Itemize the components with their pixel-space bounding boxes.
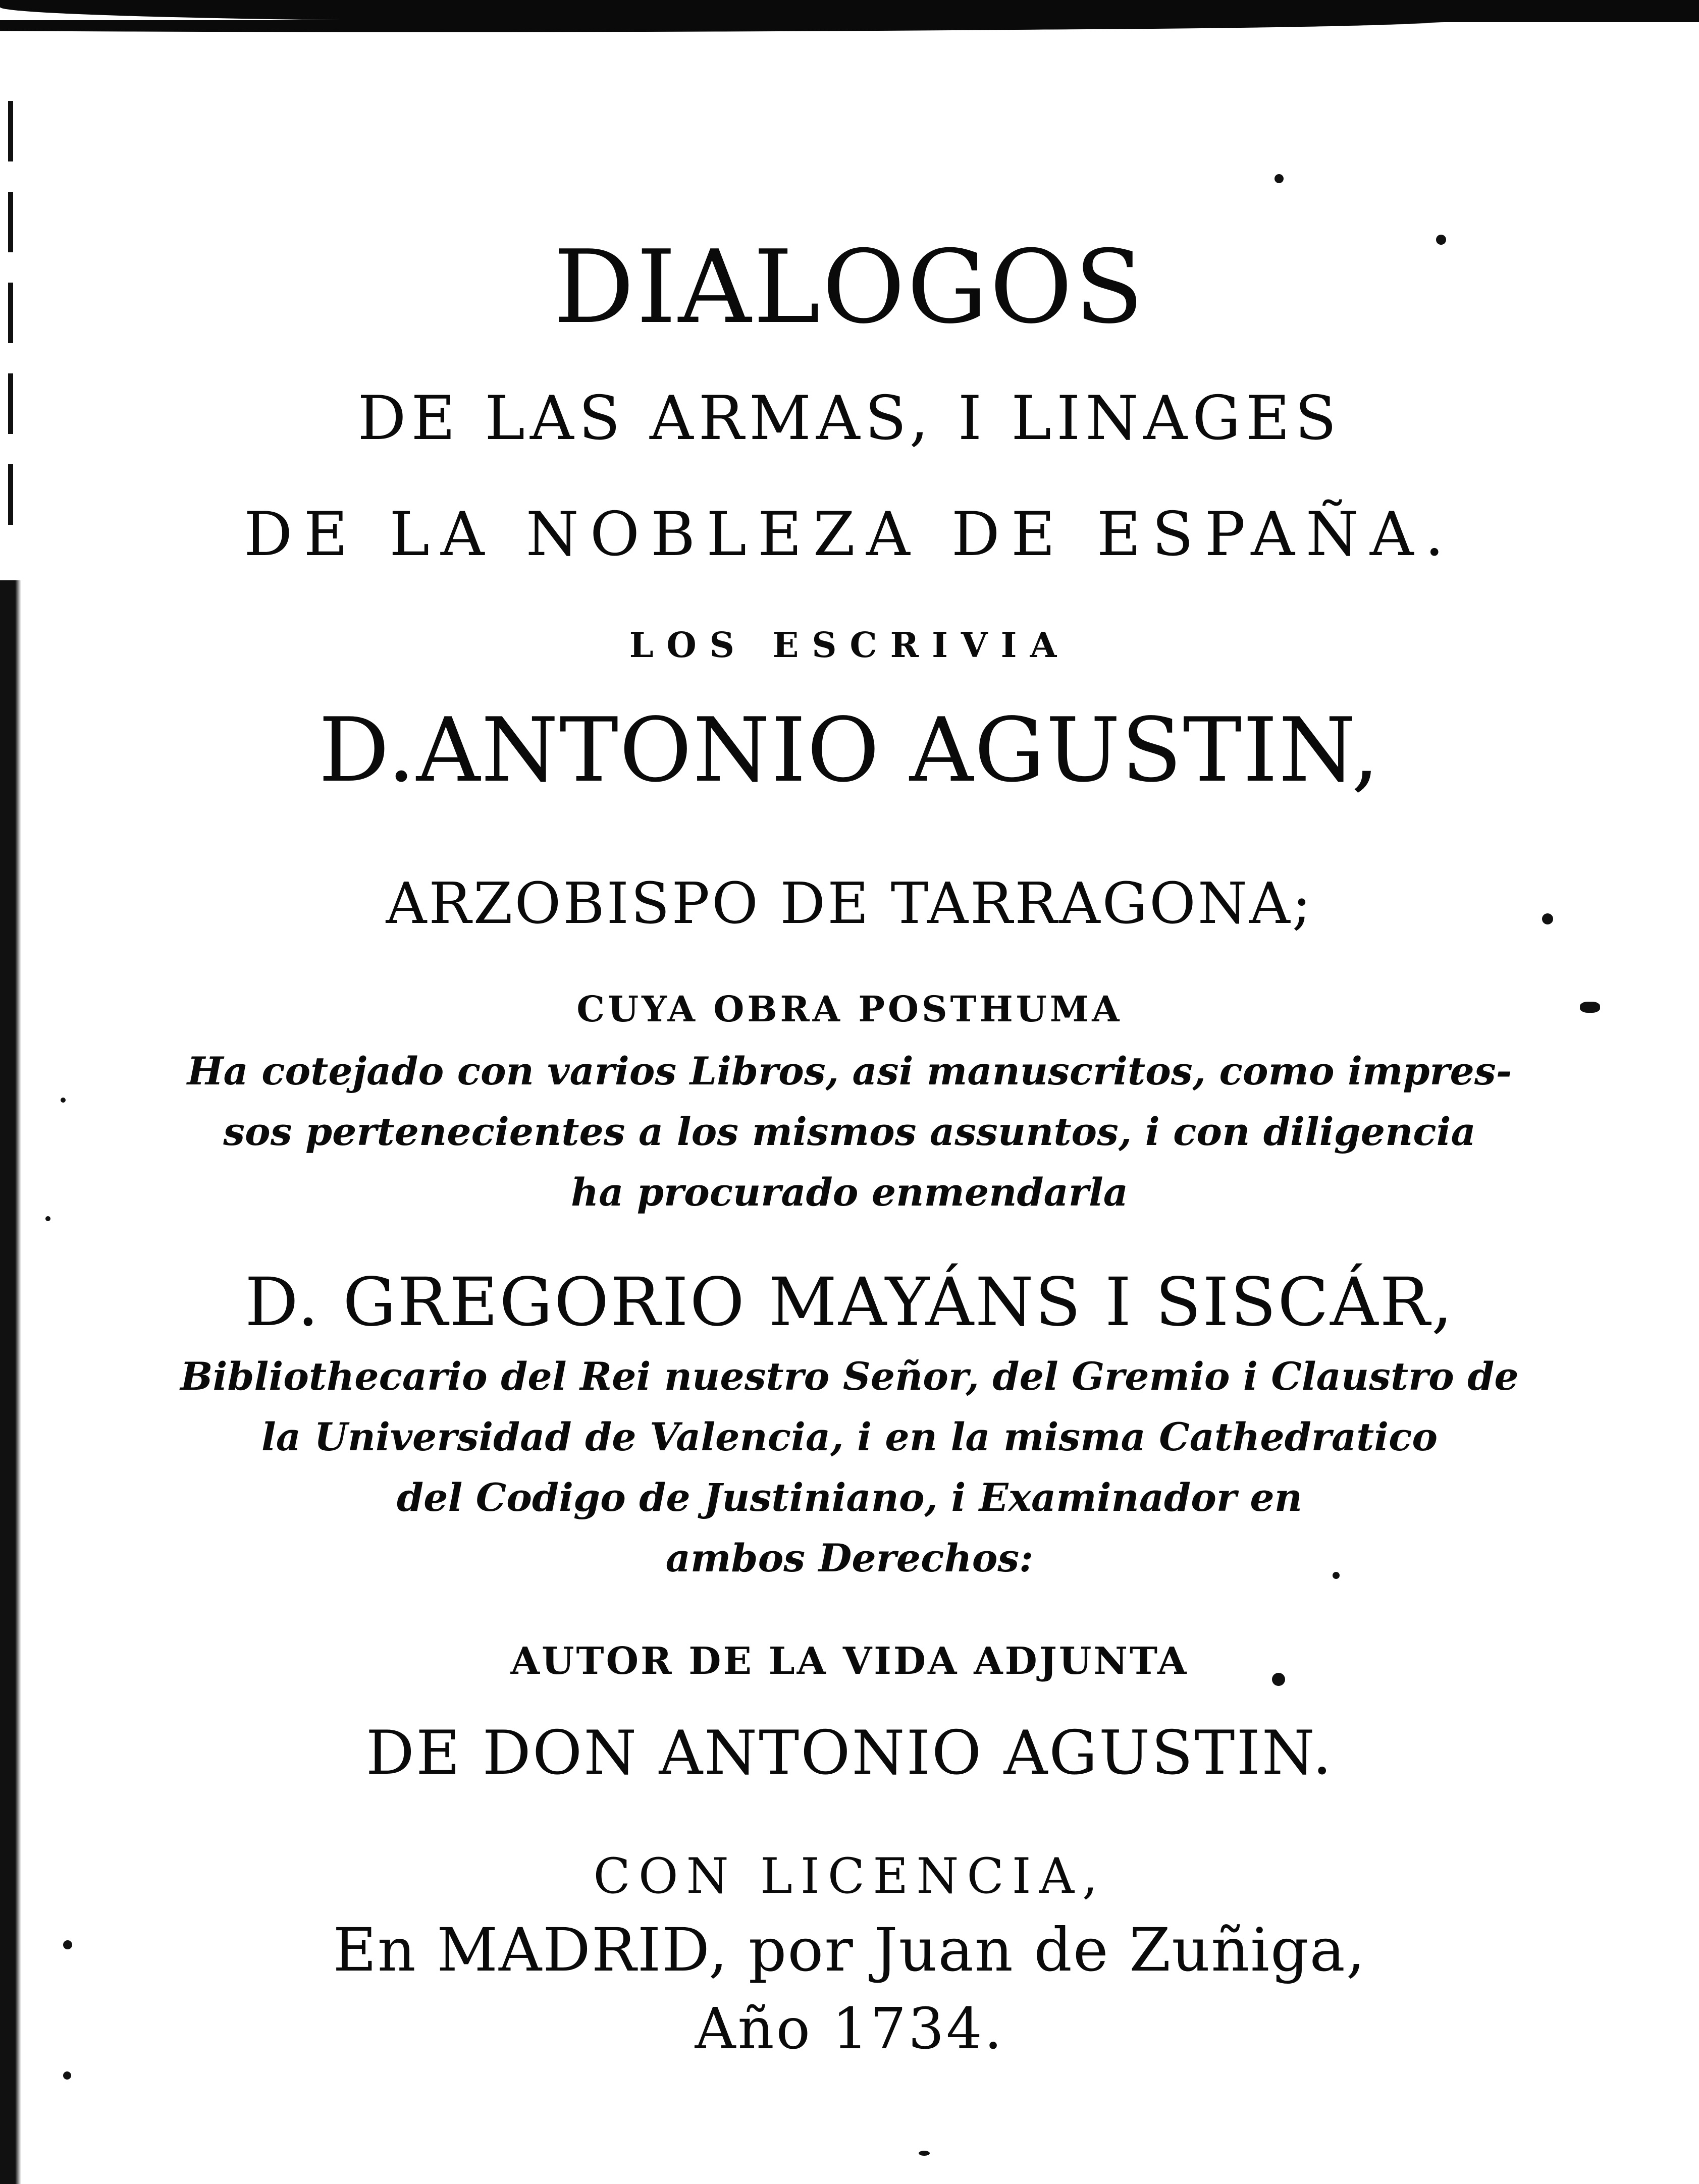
- book-subtitle-line-2: DE LA NOBLEZA DE ESPAÑA.: [244, 500, 1455, 570]
- license-line: CON LICENCIA,: [593, 1848, 1106, 1904]
- book-subtitle-line-1: DE LAS ARMAS, I LINAGES: [357, 384, 1342, 454]
- editor-credential-line: Bibliothecario del Rei nuestro Señor, del Gremio i Claustro de: [180, 1354, 1519, 1399]
- imprint-line: En MADRID, por Juan de Zuñiga,: [333, 1915, 1366, 1985]
- editor-note-line: sos pertenecientes a los mismos assuntos, i con diligencia: [223, 1109, 1476, 1154]
- work-label: CUYA OBRA POSTHUMA: [576, 988, 1123, 1030]
- biography-subject: DE DON ANTONIO AGUSTIN.: [365, 1718, 1334, 1788]
- book-title: DIALOGOS: [553, 229, 1146, 346]
- publication-year: Año 1734.: [695, 1996, 1004, 2062]
- scan-speck: [61, 1098, 66, 1103]
- written-by-label: LOS ESCRIVIA: [629, 625, 1070, 666]
- scan-speck: [919, 2151, 930, 2156]
- author-title: ARZOBISPO DE TARRAGONA;: [386, 871, 1313, 937]
- author-name: D.ANTONIO AGUSTIN,: [318, 699, 1381, 802]
- editor-credential-line: la Universidad de Valencia, i en la misma Cathedratico: [261, 1414, 1438, 1459]
- editor-note-line: Ha cotejado con varios Libros, asi manuscritos, como impres-: [187, 1049, 1512, 1094]
- editor-credential-line: del Codigo de Justiniano, i Examinador en: [396, 1475, 1302, 1520]
- scan-speck: [45, 1216, 50, 1221]
- biography-label: AUTOR DE LA VIDA ADJUNTA: [510, 1640, 1189, 1683]
- editor-note-line: ha procurado enmendarla: [570, 1170, 1129, 1215]
- scan-top-edge-shadow: [0, 0, 1699, 22]
- scan-speck: [1275, 174, 1284, 183]
- editor-credential-line: ambos Derechos:: [665, 1536, 1034, 1580]
- editor-name: D. GREGORIO MAYÁNS I SISCÁR,: [245, 1264, 1454, 1341]
- scan-speck: [63, 2071, 71, 2080]
